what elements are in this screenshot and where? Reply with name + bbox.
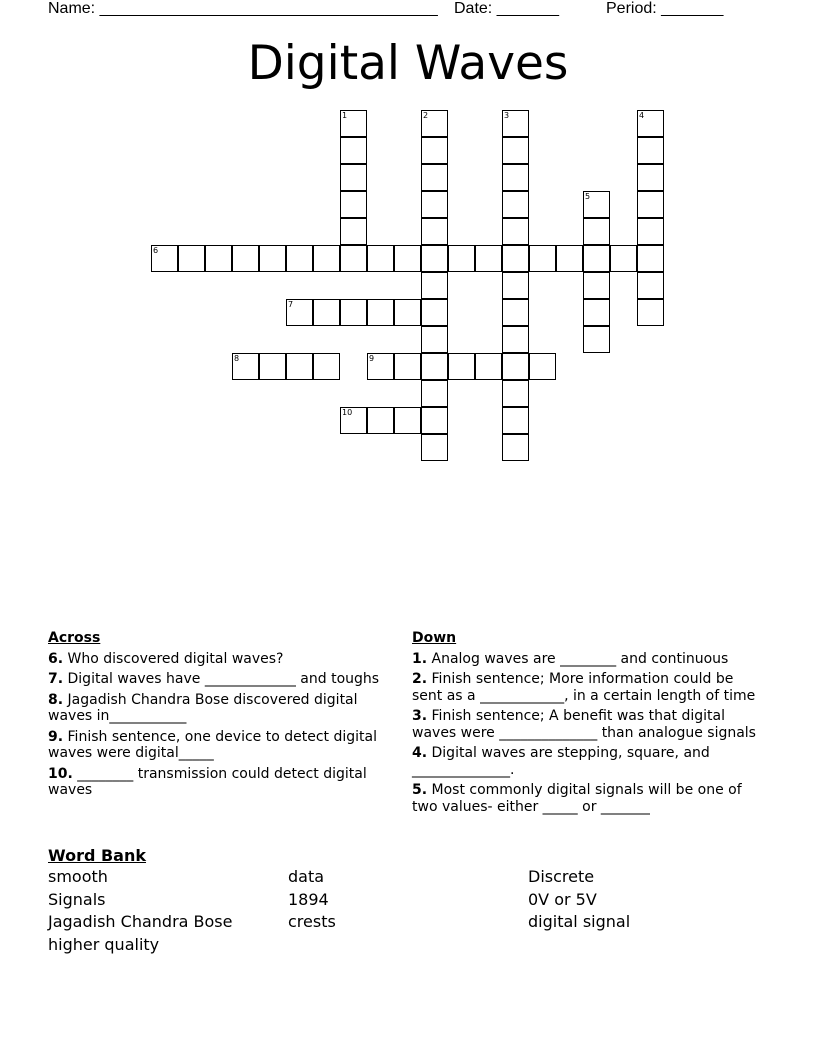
clue-number: 6 [153,246,159,255]
grid-cell[interactable] [502,380,529,407]
grid-cell[interactable] [637,110,664,137]
clue-down-4: 4. Digital waves are stepping, square, and ______________. [412,745,710,778]
grid-cell[interactable] [502,218,529,245]
grid-cell[interactable] [421,245,448,272]
grid-cell[interactable] [394,245,421,272]
grid-cell[interactable] [340,218,367,245]
down-heading: Down [412,630,457,646]
grid-cell[interactable] [421,299,448,326]
grid-cell[interactable] [502,110,529,137]
grid-cell[interactable] [448,245,475,272]
grid-cell[interactable] [313,245,340,272]
word-bank-item: Discrete [528,867,595,886]
grid-cell[interactable] [340,164,367,191]
period-field[interactable]: Period: _______ [606,0,724,17]
word-bank-item: crests [288,912,336,931]
grid-cell[interactable] [637,299,664,326]
grid-cell[interactable] [421,218,448,245]
grid-cell[interactable] [637,272,664,299]
clue-number: 10 [342,408,353,417]
grid-cell[interactable] [475,353,502,380]
grid-cell[interactable] [502,191,529,218]
grid-cell[interactable] [529,245,556,272]
clue-across-8: 8. Jagadish Chandra Bose discovered digital waves in___________ [48,691,358,724]
grid-cell[interactable] [340,299,367,326]
grid-cell[interactable] [502,137,529,164]
grid-cell[interactable] [475,245,502,272]
grid-cell[interactable] [340,110,367,137]
grid-cell[interactable] [340,245,367,272]
clue-number: 5 [585,192,591,201]
grid-cell[interactable] [394,299,421,326]
grid-cell[interactable] [421,380,448,407]
grid-cell[interactable] [556,245,583,272]
clue-number: 8 [234,354,240,363]
page-title: Digital Waves [247,36,569,91]
grid-cell[interactable] [583,218,610,245]
name-field[interactable]: Name: ______________________________________ [48,0,438,17]
crossword-grid [0,0,816,480]
grid-cell[interactable] [286,353,313,380]
word-bank-item: digital signal [528,912,631,931]
word-bank-item: 0V or 5V [528,889,597,909]
word-bank-item: 1894 [288,889,329,909]
clue-number: 1 [342,111,348,120]
grid-cell[interactable] [367,299,394,326]
clue-number: 3 [504,111,510,120]
clue-down-2: 2. Finish sentence; More information could be sent as a ____________, in a certain length of time [412,671,756,704]
grid-cell[interactable] [502,353,529,380]
clue-across-7: 7. Digital waves have _____________ and toughs [48,671,380,687]
grid-cell[interactable] [502,272,529,299]
date-field[interactable]: Date: _______ [454,0,559,17]
grid-cell[interactable] [421,110,448,137]
clue-down-5: 5. Most commonly digital signals will be one of two values- either _____ or _______ [412,782,742,815]
clue-down-1: 1. Analog waves are ________ and continuous [412,650,729,667]
grid-cell[interactable] [421,353,448,380]
word-bank-item: smooth [48,867,108,886]
grid-cell[interactable] [259,353,286,380]
grid-cell[interactable] [421,407,448,434]
grid-cell[interactable] [367,353,394,380]
grid-cell[interactable] [637,218,664,245]
grid-cell[interactable] [421,434,448,461]
grid-cell[interactable] [502,164,529,191]
word-bank-item: Jagadish Chandra Bose [48,912,233,931]
clue-down-3: 3. Finish sentence; A benefit was that digital waves were ______________ than analogue signals [412,708,756,741]
grid-cell[interactable] [637,191,664,218]
grid-cell[interactable] [367,245,394,272]
grid-cell[interactable] [583,299,610,326]
grid-cell[interactable] [232,353,259,380]
grid-cell[interactable] [583,326,610,353]
grid-cell[interactable] [610,245,637,272]
across-heading: Across [48,630,101,646]
grid-cell[interactable] [502,407,529,434]
grid-cell[interactable] [421,191,448,218]
grid-cell[interactable] [583,245,610,272]
down-clues [412,630,757,819]
grid-cell[interactable] [394,353,421,380]
grid-cell[interactable] [151,245,178,272]
grid-cell[interactable] [421,137,448,164]
grid-cell[interactable] [421,272,448,299]
grid-cell[interactable] [421,326,448,353]
grid-cell[interactable] [637,137,664,164]
clue-number: 9 [369,354,375,363]
across-clues [48,630,393,803]
grid-cell[interactable] [637,245,664,272]
grid-cell[interactable] [259,245,286,272]
clue-number: 4 [639,111,645,120]
clue-across-10: 10. ________ transmission could detect digital waves [48,765,367,798]
grid-cell[interactable] [502,299,529,326]
grid-cell[interactable] [502,434,529,461]
clue-number: 2 [423,111,429,120]
grid-cell[interactable] [583,272,610,299]
grid-cell[interactable] [340,137,367,164]
grid-cell[interactable] [313,299,340,326]
grid-cell[interactable] [583,191,610,218]
word-bank-heading: Word Bank [48,846,147,865]
word-bank [48,846,768,954]
grid-cell[interactable] [205,245,232,272]
grid-cell[interactable] [232,245,259,272]
grid-cell[interactable] [502,326,529,353]
grid-cell[interactable] [286,299,313,326]
grid-cell[interactable] [367,407,394,434]
grid-cell[interactable] [394,407,421,434]
word-bank-item: Signals [48,889,106,909]
grid-cell[interactable] [637,164,664,191]
grid-cell[interactable] [448,353,475,380]
grid-cell[interactable] [421,164,448,191]
clue-across-9: 9. Finish sentence, one device to detect digital waves were digital_____ [48,728,377,761]
grid-cell[interactable] [340,407,367,434]
grid-cell[interactable] [340,191,367,218]
grid-cell[interactable] [286,245,313,272]
grid-cell[interactable] [502,245,529,272]
grid-cell[interactable] [178,245,205,272]
word-bank-item: higher quality [48,934,160,954]
clue-across-6: 6. Who discovered digital waves? [48,650,284,667]
clue-number: 7 [288,300,294,309]
grid-cell[interactable] [313,353,340,380]
word-bank-item: data [288,867,325,886]
grid-cell[interactable] [529,353,556,380]
